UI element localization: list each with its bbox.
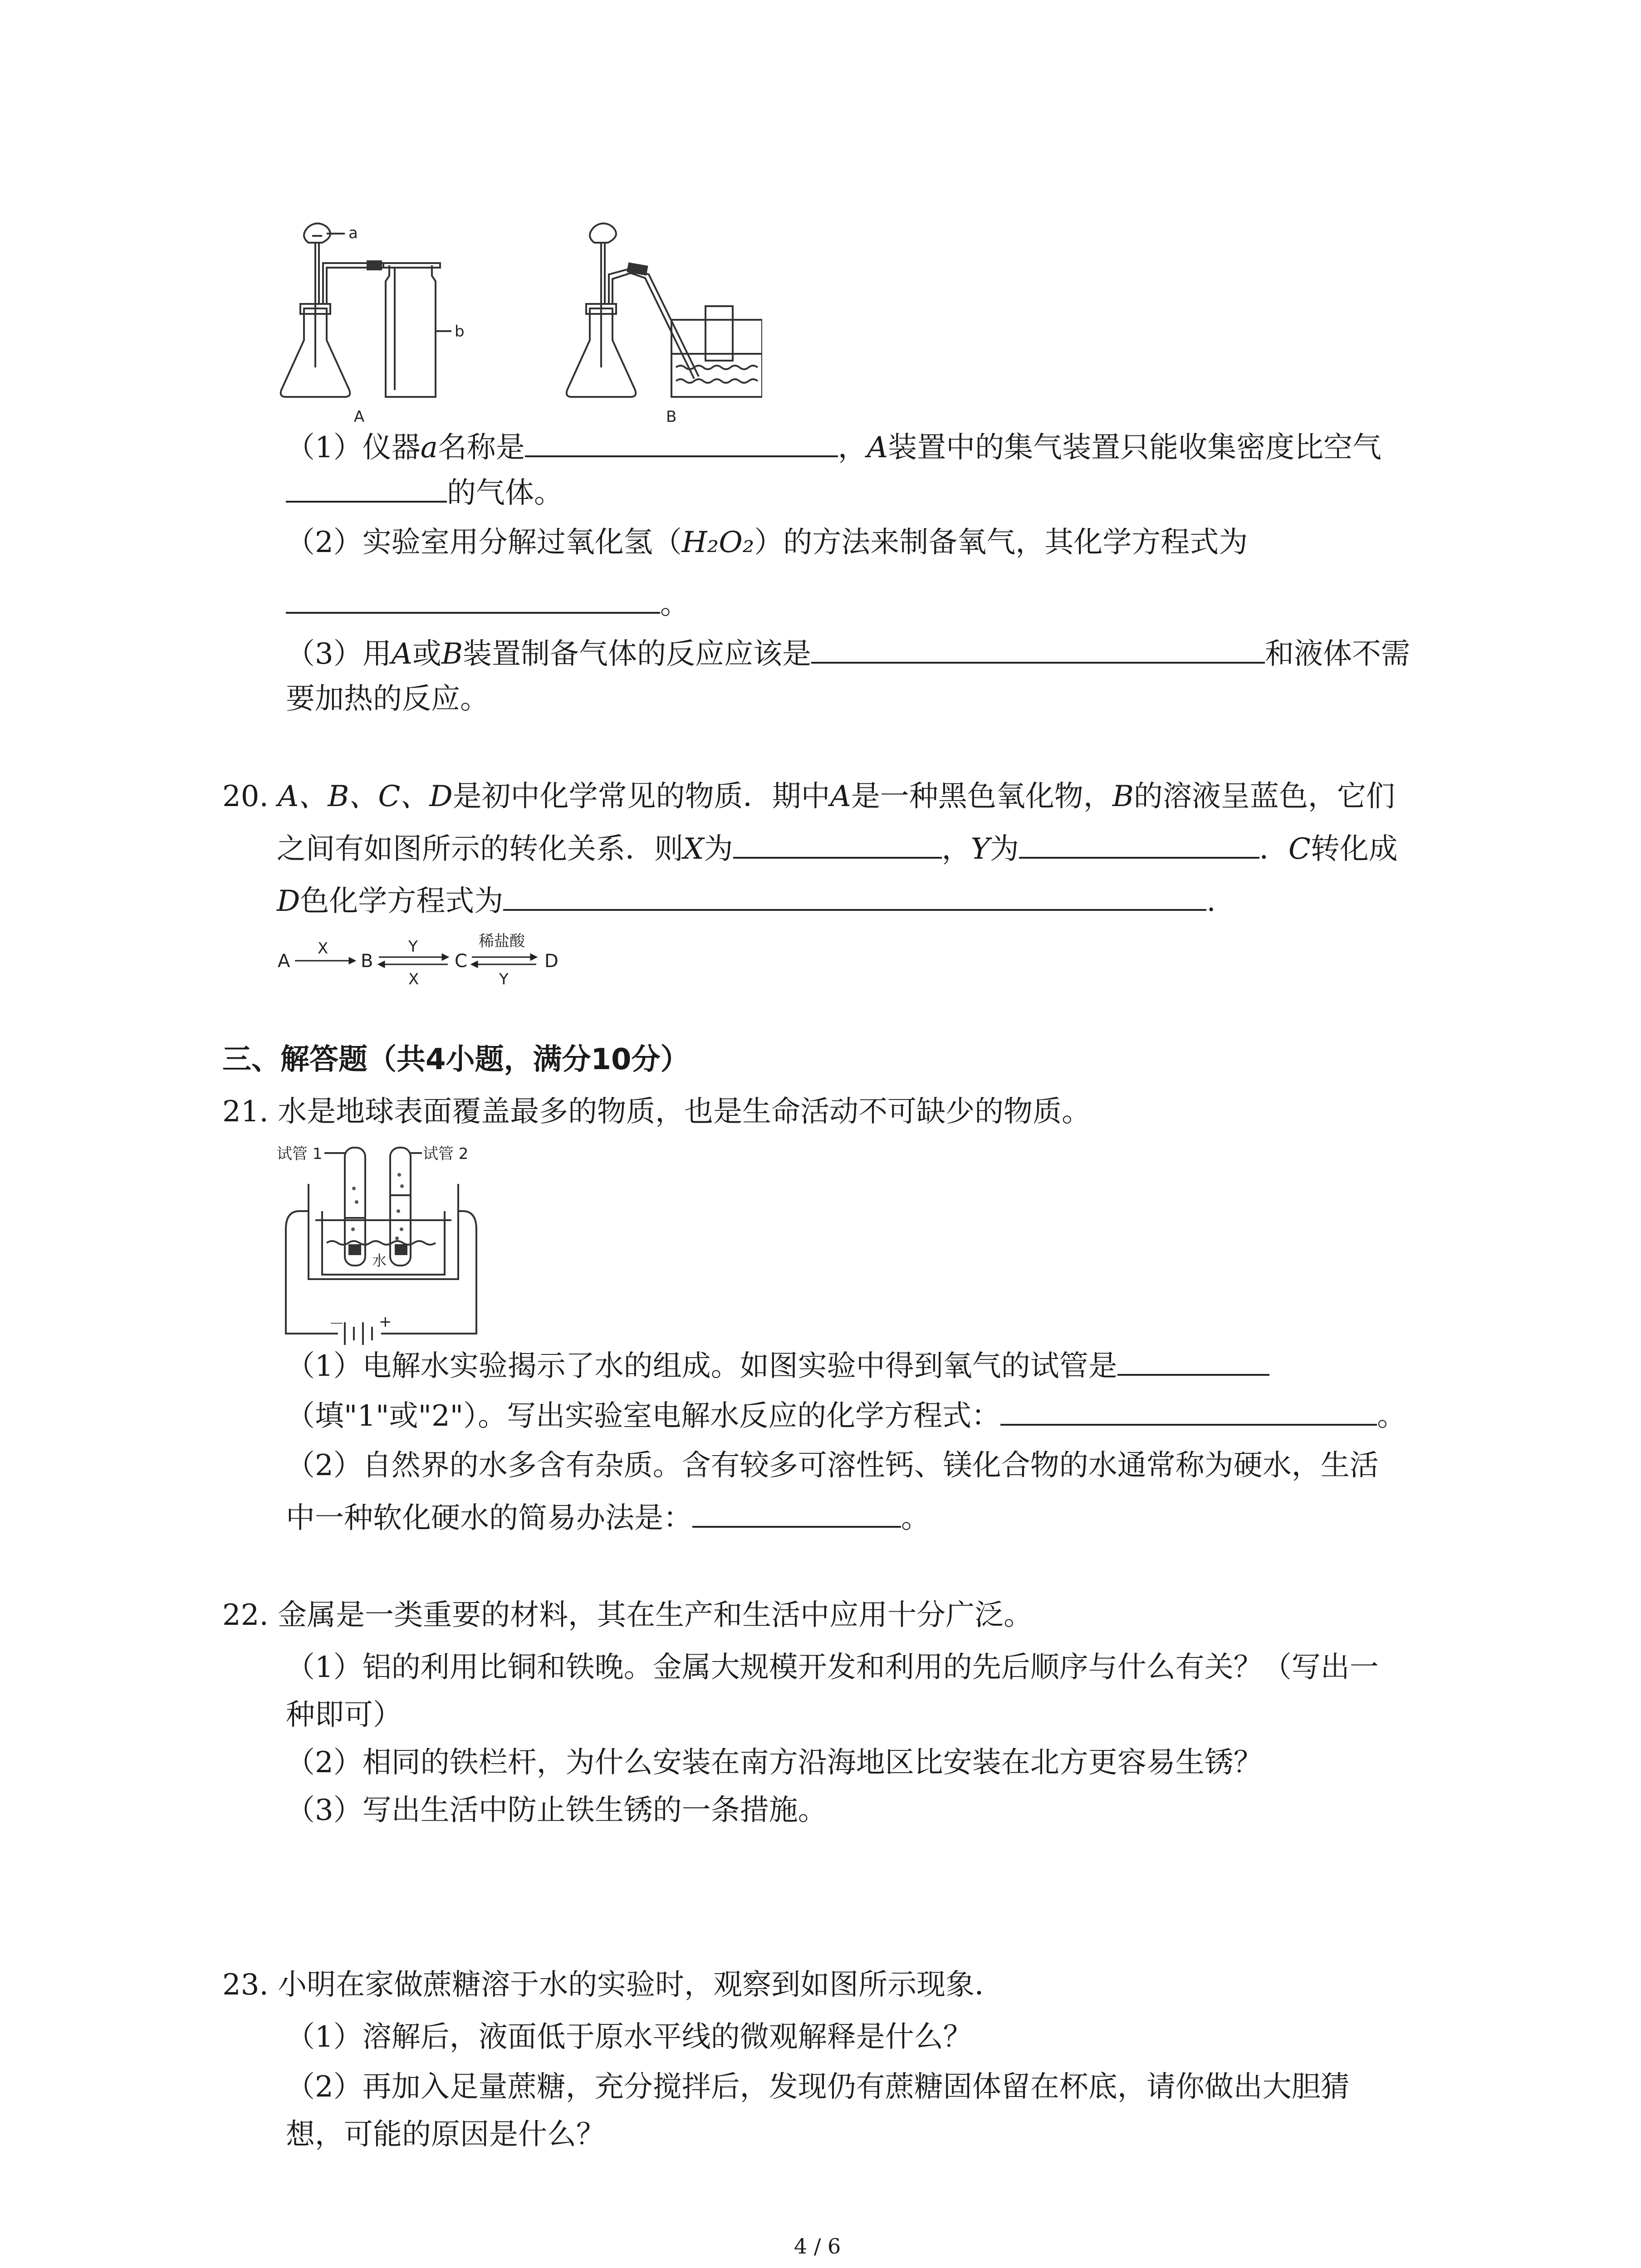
- text: 。: [1377, 1399, 1406, 1433]
- var-A: A: [391, 637, 412, 671]
- text: A、B、C、D: [278, 780, 453, 813]
- text: ，: [941, 832, 971, 866]
- q20-line2: [277, 828, 1398, 870]
- answer-blank[interactable]: [503, 880, 1206, 911]
- question-number: 21.: [222, 1095, 269, 1129]
- text: 或: [412, 637, 441, 671]
- node-B: B: [361, 951, 373, 972]
- answer-blank[interactable]: [286, 472, 447, 503]
- q19-part3-line1: [286, 633, 1410, 675]
- q19-part1-line2: [286, 472, 563, 514]
- var-C: C: [1288, 832, 1311, 866]
- q21-part2-line1: [286, 1445, 1379, 1486]
- page-number: 4 / 6: [794, 2234, 841, 2258]
- text: （2）再加入足量蔗糖，充分搅拌后，发现仍有蔗糖固体留在杯底，请你做出大胆猜: [286, 2070, 1350, 2104]
- text: （2）相同的铁栏杆，为什么安装在南方沿海地区比安装在北方更容易生锈？: [286, 1746, 1263, 1779]
- node-C: C: [455, 951, 467, 972]
- text: 为: [704, 832, 733, 866]
- q23-intro: [222, 1964, 1004, 2006]
- label-tube-2: 试管 2: [423, 1145, 469, 1163]
- label-plus: +: [379, 1313, 392, 1331]
- question-number: 22.: [222, 1598, 269, 1632]
- edge-Y-top: Y: [408, 938, 418, 956]
- edge-Y-bottom: Y: [499, 970, 509, 988]
- text: 金属是一类重要的材料，其在生产和生活中应用十分广泛。: [278, 1598, 1033, 1632]
- text: 为: [989, 832, 1019, 866]
- q22-part1-line1: [286, 1647, 1379, 1688]
- text: （1）溶解后，液面低于原水平线的微观解释是什么？: [286, 2020, 972, 2054]
- text: 。: [660, 587, 689, 621]
- q23-part2-line2: [286, 2114, 605, 2156]
- answer-blank[interactable]: [525, 426, 838, 457]
- text: 。: [901, 1501, 930, 1535]
- text: 要加热的反应。: [286, 682, 489, 716]
- text: （3）用: [286, 637, 392, 671]
- answer-blank[interactable]: [692, 1497, 901, 1528]
- question-number: 20.: [222, 780, 269, 813]
- q19-part3-line2: [286, 678, 489, 720]
- text: 之间有如图所示的转化关系．则: [277, 832, 683, 866]
- label-b: b: [455, 323, 465, 341]
- q19-part2-line2: [286, 583, 689, 625]
- text: 装置中的集气装置只能收集密度比空气: [888, 431, 1382, 464]
- formula-h2o2: H₂O₂: [681, 526, 754, 559]
- text: 种即可）: [286, 1698, 402, 1732]
- q19-part1-line1: [286, 426, 1381, 469]
- label-tube-1: 试管 1: [277, 1145, 323, 1163]
- q22-part2: [286, 1742, 1263, 1784]
- label-water: 水: [372, 1252, 387, 1269]
- q20-line1: [222, 776, 1395, 817]
- var-B: B: [1112, 780, 1134, 813]
- node-A: A: [278, 951, 290, 972]
- section-heading: 三、解答题（共4小题，满分10分）: [222, 1043, 690, 1076]
- q19-part2-line1: [286, 522, 1248, 563]
- caption-B: B: [666, 408, 677, 426]
- var-A: A: [830, 780, 851, 813]
- var-D: D: [277, 885, 300, 918]
- q22-part3: [286, 1789, 827, 1831]
- text: 小明在家做蔗糖溶于水的实验时，观察到如图所示现象．: [278, 1968, 1004, 2002]
- q22-intro: [222, 1594, 1033, 1636]
- text: ．: [1259, 832, 1288, 866]
- answer-blank[interactable]: [1019, 828, 1259, 859]
- text: .: [1206, 885, 1216, 918]
- text: 是一种黑色氧化物，: [851, 780, 1112, 813]
- edge-X-top: X: [318, 939, 328, 958]
- text: （填"1"或"2"）。写出实验室电解水反应的化学方程式：: [286, 1399, 1001, 1433]
- text: 名称是: [437, 431, 525, 464]
- text: 是初中化学常见的物质．期中: [452, 780, 830, 813]
- q20-line3: [277, 880, 1216, 922]
- caption-A: A: [354, 408, 365, 426]
- electrolysis-figure: [277, 1143, 485, 1347]
- var-a: a: [420, 431, 438, 464]
- answer-blank[interactable]: [811, 633, 1265, 664]
- text: 中一种软化硬水的简易办法是：: [286, 1501, 692, 1535]
- q21-part1-line1: [286, 1345, 1269, 1387]
- edge-X-bottom: X: [408, 970, 419, 988]
- answer-blank[interactable]: [733, 828, 942, 859]
- q23-part2-line1: [286, 2066, 1350, 2108]
- text: 水是地球表面覆盖最多的物质，也是生命活动不可缺少的物质。: [278, 1095, 1091, 1129]
- text: 和液体不需: [1264, 637, 1410, 671]
- text: 装置制备气体的反应应该是: [462, 637, 811, 671]
- text: （1）仪器: [286, 431, 421, 464]
- transformation-diagram: [277, 925, 622, 989]
- var-X: X: [683, 832, 704, 866]
- text: 想，可能的原因是什么？: [286, 2118, 605, 2151]
- text: （1）电解水实验揭示了水的组成。如图实验中得到氧气的试管是: [286, 1349, 1117, 1383]
- text: 转化成: [1310, 832, 1398, 866]
- text: （2）实验室用分解过氧化氢（: [286, 526, 682, 559]
- answer-blank[interactable]: [286, 583, 660, 614]
- question-number: 23.: [222, 1968, 269, 2002]
- text: （3）写出生活中防止铁生锈的一条措施。: [286, 1794, 827, 1827]
- var-A: A: [867, 431, 888, 464]
- edge-acid: 稀盐酸: [479, 932, 525, 950]
- q21-intro: [222, 1091, 1091, 1133]
- var-Y: Y: [970, 832, 990, 866]
- q21-part2-line2: [286, 1497, 930, 1539]
- answer-blank[interactable]: [1000, 1395, 1377, 1426]
- text: （1）铝的利用比铜和铁晚。金属大规模开发和利用的先后顺序与什么有关？（写出一: [286, 1651, 1379, 1684]
- q22-part1-line2: [286, 1694, 402, 1736]
- text: 的溶液呈蓝色，它们: [1133, 780, 1395, 813]
- var-B: B: [441, 637, 463, 671]
- answer-blank[interactable]: [1117, 1345, 1269, 1376]
- q21-part1-line2: [286, 1395, 1406, 1437]
- label-a: a: [348, 224, 358, 242]
- q23-part1: [286, 2016, 972, 2058]
- gas-apparatus-figure: [272, 218, 762, 426]
- text: 的气体。: [447, 476, 563, 510]
- node-D: D: [544, 951, 558, 972]
- label-minus: －: [329, 1315, 344, 1333]
- text: （2）自然界的水多含有杂质。含有较多可溶性钙、镁化合物的水通常称为硬水，生活: [286, 1449, 1379, 1482]
- text: ）的方法来制备氧气，其化学方程式为: [754, 526, 1248, 559]
- text: 色化学方程式为: [300, 885, 504, 918]
- text: ，: [838, 431, 867, 464]
